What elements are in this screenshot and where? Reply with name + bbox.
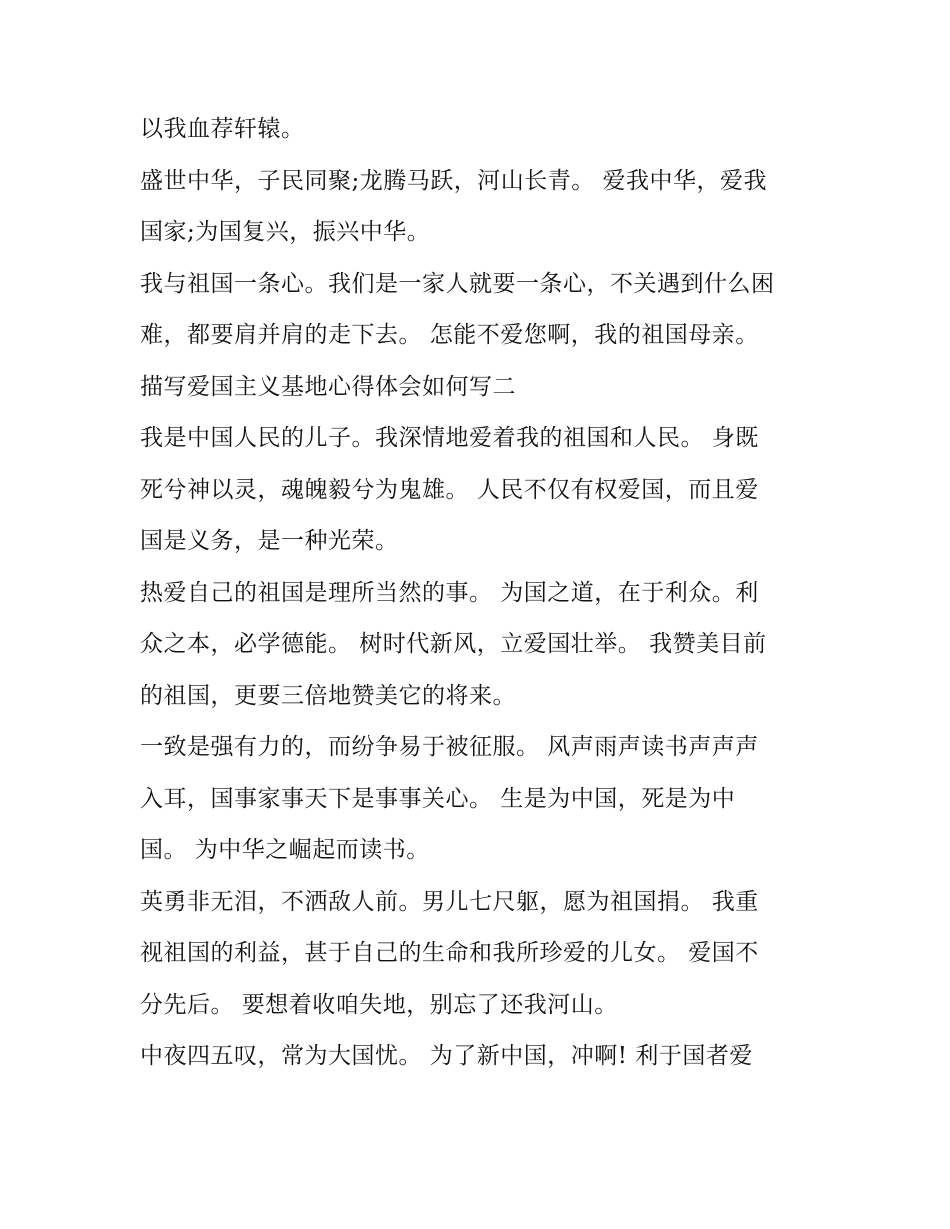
text-line: 难，都要肩并肩的走下去。 怎能不爱您啊，我的祖国母亲。 [140,322,759,348]
text-line: 众之本，必学德能。 树时代新风，立爱国壮举。 我赞美目前 [140,631,767,657]
text-line: 视祖国的利益，甚于自己的生命和我所珍爱的儿女。 爱国不 [140,940,759,966]
document-body [140,104,840,1083]
text-line: 英勇非无泪，不洒敌人前。男儿七尺躯，愿为祖国捐。 我重 [140,888,759,915]
text-line: 中夜四五叹，常为大国忧。 为了新中国，冲啊! 利于国者爱 [140,1043,753,1069]
text-line: 的祖国，更要三倍地赞美它的将来。 [140,682,516,709]
text-line: 入耳，国事家事天下是事事关心。 生是为中国，死是为中 [140,785,736,812]
text-line: 国是义务，是一种光荣。 [140,528,399,554]
text-line: 以我血荐轩辕。 [140,116,305,142]
text-line: 分先后。 要想着收咱失地，别忘了还我河山。 [140,991,618,1018]
text-line: 国。 为中华之崛起而读书。 [140,837,430,863]
text-line: 死兮神以灵，魂魄毅兮为鬼雄。 人民不仅有权爱国，而且爱 [140,476,759,503]
text-line: 热爱自己的祖国是理所当然的事。 为国之道，在于利众。利 [140,579,759,606]
text-line: 盛世中华，子民同聚;龙腾马跃，河山长青。 爱我中华，爱我 [140,167,768,194]
text-line: 国家;为国复兴，振兴中华。 [140,219,431,245]
text-line: 一致是强有力的，而纷争易于被征服。 风声雨声读书声声声 [140,734,759,760]
text-line: 我是中国人民的儿子。我深情地爱着我的祖国和人民。 身既 [140,425,759,451]
section-heading: 描写爱国主义基地心得体会如何写二 [140,373,516,400]
text-line: 我与祖国一条心。我们是一家人就要一条心，不关遇到什么困 [140,270,775,297]
